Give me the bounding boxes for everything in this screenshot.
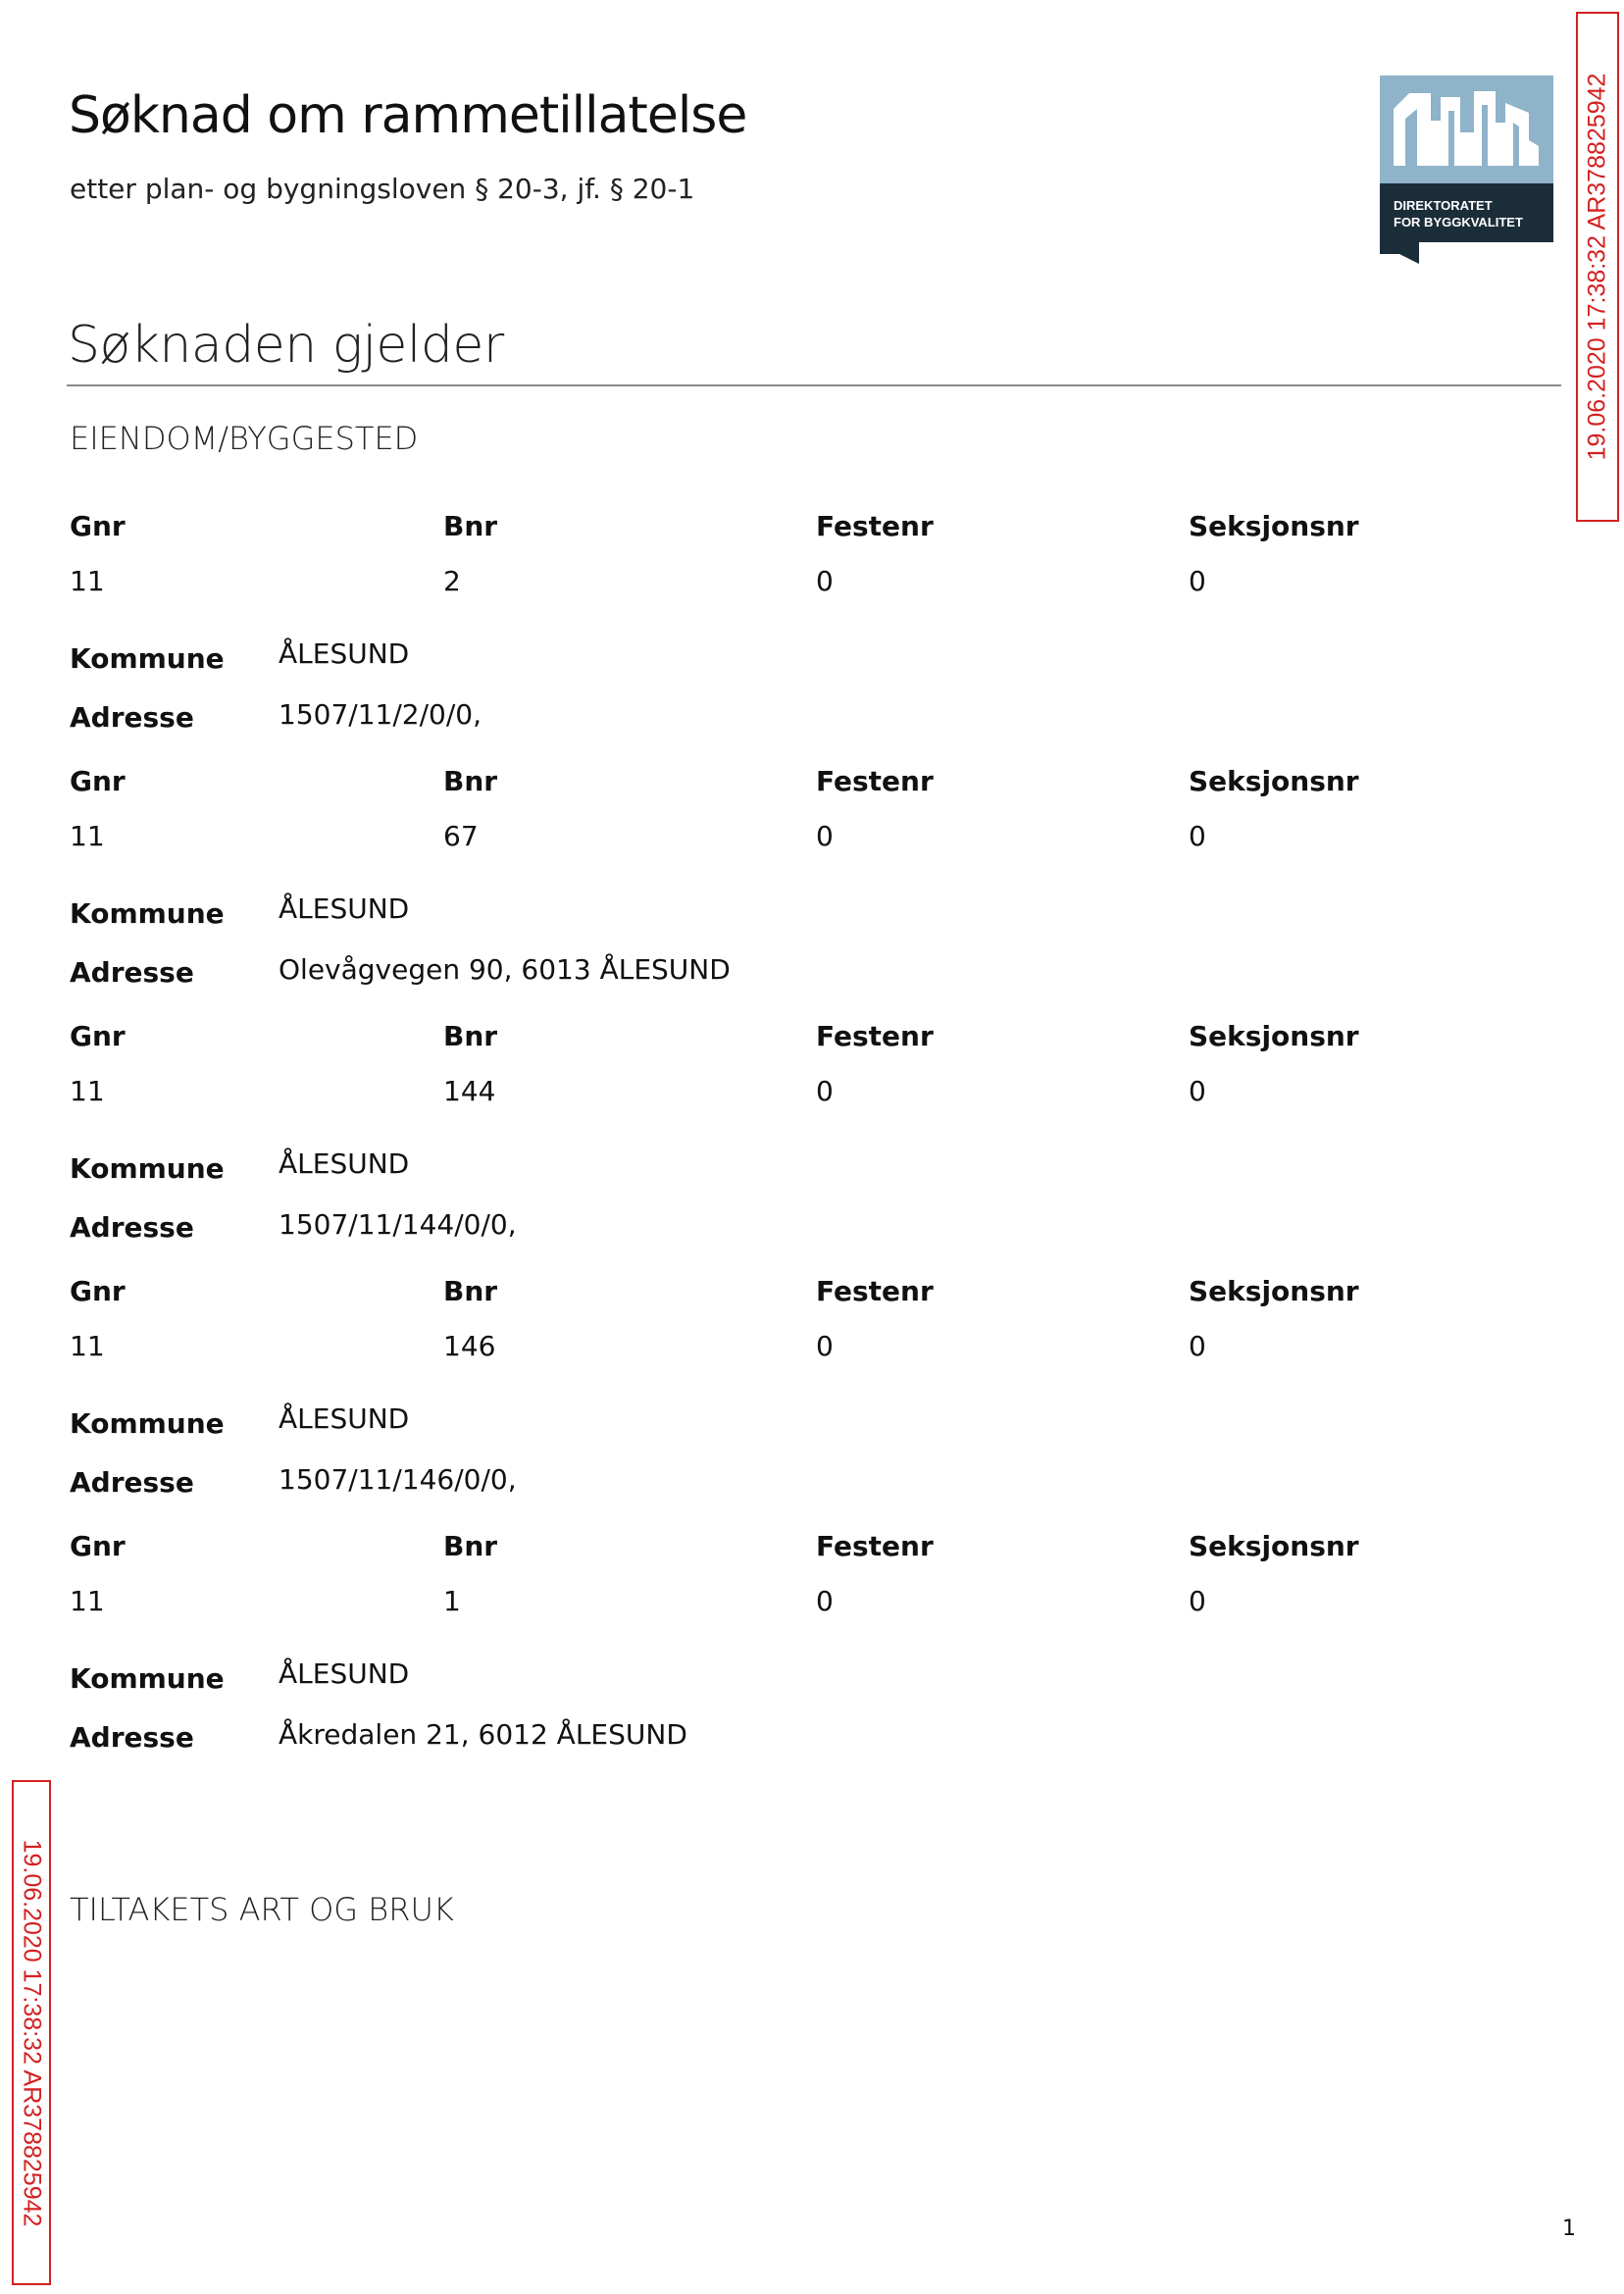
stamp-text: 19.06.2020 17:38:32 AR378825942 <box>1583 73 1611 461</box>
logo-line1: DIREKTORATET <box>1394 198 1493 213</box>
bnr-label: Bnr <box>443 765 498 797</box>
bnr-label: Bnr <box>443 1275 498 1307</box>
kommune-value: ÅLESUND <box>279 1402 410 1435</box>
subsection-measure: TILTAKETS ART OG BRUK <box>70 1891 454 1928</box>
kommune-label: Kommune <box>70 1152 225 1185</box>
gnr-value: 11 <box>70 820 105 852</box>
bnr-label: Bnr <box>443 510 498 542</box>
date-stamp-right <box>1576 12 1619 522</box>
gnr-value: 11 <box>70 1585 105 1617</box>
seksjonsnr-value: 0 <box>1189 820 1206 852</box>
festenr-label: Festenr <box>816 1020 934 1052</box>
stamp-text: 19.06.2020 17:38:32 AR378825942 <box>18 1839 46 2226</box>
gnr-value: 11 <box>70 1075 105 1107</box>
adresse-label: Adresse <box>70 1721 194 1754</box>
adresse-value: Åkredalen 21, 6012 ÅLESUND <box>279 1718 687 1751</box>
festenr-label: Festenr <box>816 510 934 542</box>
festenr-label: Festenr <box>816 1275 934 1307</box>
gnr-value: 11 <box>70 1330 105 1362</box>
festenr-label: Festenr <box>816 1530 934 1562</box>
bnr-value: 2 <box>443 565 461 597</box>
document-title: Søknad om rammetillatelse <box>69 86 747 145</box>
section-title: Søknaden gjelder <box>68 316 504 375</box>
festenr-value: 0 <box>816 1075 834 1107</box>
kommune-value: ÅLESUND <box>279 1657 410 1690</box>
kommune-value: ÅLESUND <box>279 1147 410 1180</box>
kommune-label: Kommune <box>70 897 225 930</box>
dibk-logo <box>1380 76 1553 264</box>
bnr-label: Bnr <box>443 1020 498 1052</box>
kommune-value: ÅLESUND <box>279 637 410 670</box>
adresse-value: 1507/11/144/0/0, <box>279 1208 517 1241</box>
seksjonsnr-label: Seksjonsnr <box>1189 1020 1359 1052</box>
kommune-label: Kommune <box>70 1662 225 1695</box>
adresse-value: 1507/11/146/0/0, <box>279 1463 517 1496</box>
kommune-label: Kommune <box>70 1407 225 1440</box>
adresse-value: Olevågvegen 90, 6013 ÅLESUND <box>279 953 731 986</box>
festenr-value: 0 <box>816 820 834 852</box>
adresse-label: Adresse <box>70 701 194 734</box>
seksjonsnr-value: 0 <box>1189 1585 1206 1617</box>
seksjonsnr-value: 0 <box>1189 1330 1206 1362</box>
logo-line2: FOR BYGGKVALITET <box>1394 215 1523 229</box>
festenr-value: 0 <box>816 565 834 597</box>
date-stamp-left <box>12 1780 51 2285</box>
bnr-value: 146 <box>443 1330 496 1362</box>
seksjonsnr-value: 0 <box>1189 565 1206 597</box>
subsection-property: EIENDOM/BYGGESTED <box>70 420 419 457</box>
gnr-label: Gnr <box>70 1020 126 1052</box>
adresse-label: Adresse <box>70 956 194 989</box>
festenr-value: 0 <box>816 1330 834 1362</box>
gnr-label: Gnr <box>70 765 126 797</box>
bnr-label: Bnr <box>443 1530 498 1562</box>
document-subtitle: etter plan- og bygningsloven § 20-3, jf. § 20-1 <box>70 173 695 205</box>
bnr-value: 1 <box>443 1585 461 1617</box>
festenr-value: 0 <box>816 1585 834 1617</box>
kommune-label: Kommune <box>70 642 225 675</box>
seksjonsnr-label: Seksjonsnr <box>1189 765 1359 797</box>
bnr-value: 67 <box>443 820 479 852</box>
adresse-label: Adresse <box>70 1211 194 1244</box>
seksjonsnr-value: 0 <box>1189 1075 1206 1107</box>
gnr-label: Gnr <box>70 510 126 542</box>
seksjonsnr-label: Seksjonsnr <box>1189 510 1359 542</box>
gnr-label: Gnr <box>70 1530 126 1562</box>
kommune-value: ÅLESUND <box>279 892 410 925</box>
adresse-label: Adresse <box>70 1466 194 1499</box>
bnr-value: 144 <box>443 1075 496 1107</box>
page-number: 1 <box>1562 2217 1576 2241</box>
seksjonsnr-label: Seksjonsnr <box>1189 1530 1359 1562</box>
gnr-value: 11 <box>70 565 105 597</box>
adresse-value: 1507/11/2/0/0, <box>279 698 482 731</box>
section-divider <box>67 384 1561 386</box>
seksjonsnr-label: Seksjonsnr <box>1189 1275 1359 1307</box>
festenr-label: Festenr <box>816 765 934 797</box>
gnr-label: Gnr <box>70 1275 126 1307</box>
